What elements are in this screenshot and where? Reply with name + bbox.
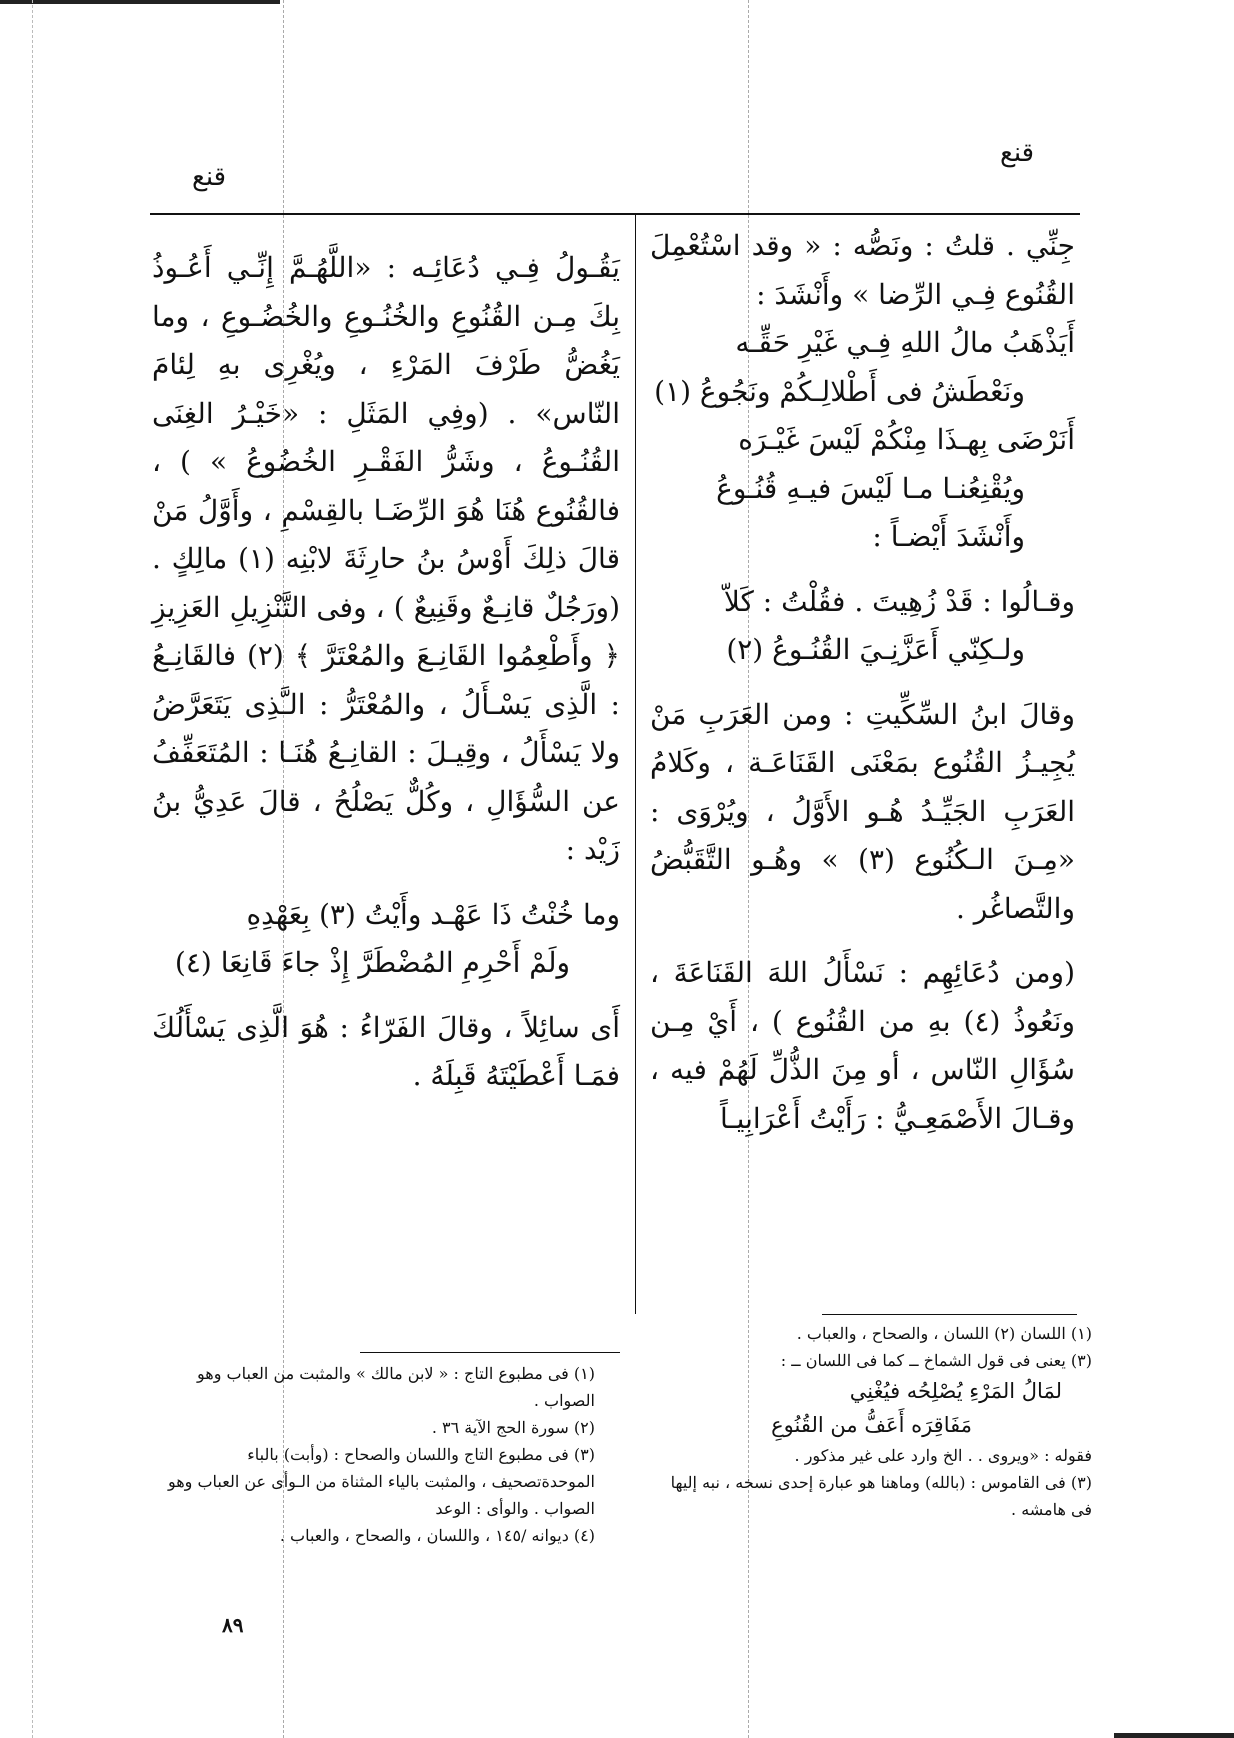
scan-edge-bottom [1114, 1733, 1234, 1738]
paragraph: (ومن دُعَائِهِم : نَسْأَلُ اللهَ القَنَاعَةَ ، ونَعُوذُ (٤) بهِ من القُنُوع ) ، أَيْ مِـن سُؤَالِ النّاس ، أو مِنَ الذُّلِّ لَهُمْ فيه ، وقـالَ الأَصْمَعِـيُّ : رَأَيْتُ أَعْرَابِيـاً [650, 956, 1075, 1135]
running-head-left: قنع [192, 162, 227, 192]
footnote: (٤) ديوانه /١٤٥ ، واللسان ، والصحاح ، والعباب . [279, 1526, 595, 1545]
footnotes-left [165, 1360, 595, 1549]
paragraph: جِنِّي . قلتُ : ونَصُّه : « وقد اسْتُعْمِلَ القُنُوع فِـي الرِّضا » وأَنْشَدَ : [650, 229, 1075, 311]
verse-hemistich: ولَمْ أَحْرِمِ المُضْطَرَّ إِذْ جاءَ قَانِعَا (٤) [174, 946, 570, 979]
header-rule [150, 213, 1080, 215]
verse [152, 891, 620, 988]
paragraph: وأَنْشَدَ أَيْضـاً : [872, 520, 1025, 553]
verse-hemistich: أَيَذْهَبُ مالُ اللهِ فِـي غَيْرِ حَقِّـه [735, 326, 1075, 359]
footnote-rule [360, 1352, 620, 1353]
footnote: (١) فى مطبوع التاج : « لابن مالك » والمثبت من العباب وهو الصواب . [197, 1364, 595, 1410]
right-column [650, 222, 1075, 1143]
column-divider [635, 214, 636, 1314]
footnote-verse: لمَالُ المَرْءِ يُصْلِحُه فيُغْنِي [849, 1379, 1062, 1403]
page-number: ٨٩ [222, 1613, 244, 1637]
footnote-verse: مَفَاقِرَه أَعَفُّ من القُنُوعِ [771, 1413, 972, 1437]
fold-line [32, 0, 33, 1738]
scan-edge-top [0, 0, 280, 4]
verse-hemistich: أَنَرْضَى بِهـذَا مِنْكُمْ لَيْسَ غَيْـرَه [738, 423, 1075, 456]
verse [650, 578, 1075, 675]
paragraph: يَقُـولُ فِـي دُعَائِـه : «اللَّهُـمَّ إِنِّـي أَعُـوذُ بِكَ مِـن القُنُوعِ والخُنُـوعِ والخُضُـوعِ ، وما يَغُضُّ طَرْفَ المَرْءِ ، ويُغْرِى بهِ لِئامَ النّاس» . (وفِي المَثَلِ : «خَيْـرُ الغِنَى القُنُـوعُ ، وشَرُّ الفَقْـرِ الخُضُوعُ » ) ، فالقُنُوع هُنَا هُوَ الرِّضَـا بالقِسْمِ ، وأَوَّلُ مَنْ قالَ ذلِكَ أَوْسُ بنُ حارِثَةَ لابْنِه (١) مالِكٍ . (ورَجُلٌ قانِـعٌ وقَنِيعٌ ) ، وفى التَّنْزِيلِ العَزِيزِ ﴿ وأَطْعِمُوا القَانِـعَ والمُعْتَرَّ ﴾ (٢) فالقَانِـعُ : الَّذِى يَسْـأَلُ ، والمُعْتَرُّ : الـَّذِى يَتَعَرَّضُ ولا يَسْأَلُ ، وقِيـلَ : القانِـعُ هُنَـا : المُتَعَفِّفُ عن السُّؤَالِ ، وكُلٌّ يَصْلُحُ ، قالَ عَدِيُّ بنُ زَيْد : [152, 251, 621, 866]
verse-hemistich: وما خُنْتُ ذَا عَهْـد وأَيْتُ (٣) بِعَهْدِهِ [246, 897, 620, 931]
verse-hemistich: وقـالُوا : قَدْ زُهِيتَ . فقُلْتُ : كَلاّ [723, 584, 1075, 618]
footnote: (٣) فى القاموس : (بالله) وماهنا هو عبارة إحدى نسخه ، نبه إليها فى هامشه . [670, 1473, 1092, 1519]
paragraph: وقالَ ابنُ السِّكِّيتِ : ومن العَرَبِ مَنْ يُجِيـزُ القُنُوع بمَعْنَى القَنَاعَـة ، وكَلامُ العَرَبِ الجَيِّـدُ هُـو الأَوَّلُ ، ويُرْوَى : «مِـنَ الـكُنُوع (٣) » وهُـو التَّقَبُّضُ والتَّصاغُر . [650, 697, 1076, 925]
verse-hemistich: ويُقْنِعُنـا مـا لَيْسَ فيـهِ قُنُـوعُ [716, 471, 1025, 505]
verse [650, 319, 1075, 416]
footnote: (٣) فى مطبوع التاج واللسان والصحاح : (وأبت) بالباء الموحدةتصحيف ، والمثبت بالياء المثناة من الـوأى عن العباب وهو الصواب . والوأى : الوعد [167, 1445, 595, 1518]
footnote-rule [822, 1314, 1077, 1315]
verse [650, 416, 1075, 513]
paragraph: أَى سائِلاً ، وقالَ الفَرّاءُ : هُوَ الَّذِى يَسْأَلُكَ فمَـا أَعْطَيْتَهُ قَبِلَهُ . [152, 1010, 620, 1092]
verse-hemistich: ولـكِنّي أَعَزَّنِـيَ القُنُـوعُ (٢) [726, 633, 1025, 666]
footnotes-right [662, 1320, 1092, 1523]
footnote: (١) اللسان (٢) اللسان ، والصحاح ، والعباب . [796, 1324, 1092, 1343]
footnote: (٢) سورة الحج الآية ٣٦ . [431, 1418, 595, 1437]
running-head-right: قنع [1000, 138, 1035, 168]
left-column [152, 244, 620, 1101]
footnote: (٣) يعنى فى قول الشماخ ــ كما فى اللسان ــ : [780, 1351, 1092, 1370]
footnote: فقوله : «ويروى . . الخ وارد على غير مذكور . [794, 1446, 1092, 1465]
verse-hemistich: ونَعْطَشُ فى أَطْلالِـكُمْ ونَجُوعُ (١) [654, 374, 1025, 408]
